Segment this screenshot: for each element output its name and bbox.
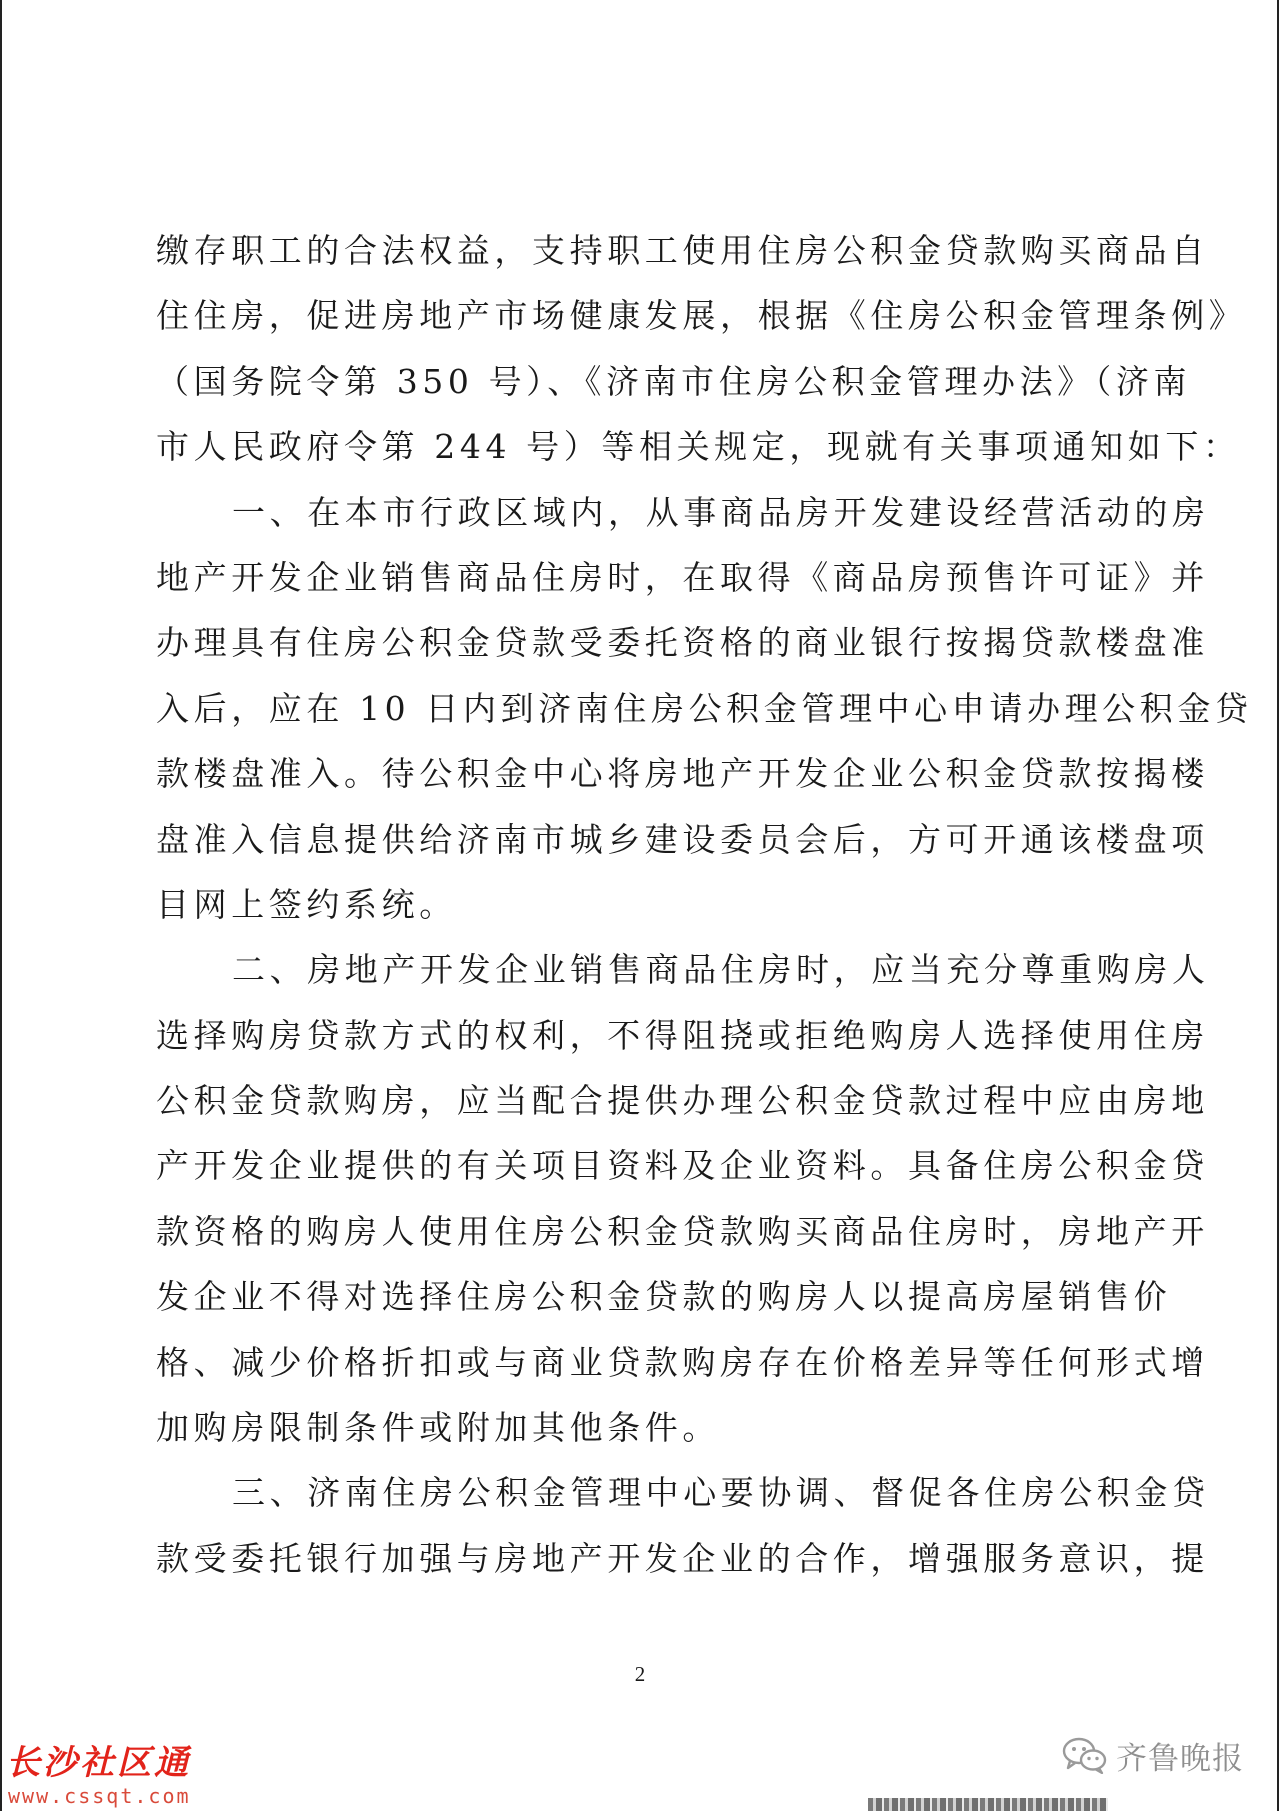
- paragraph-2-start: 二、房地产开发企业销售商品住房时，应当充分尊重购房人: [232, 950, 1210, 990]
- body-line: 缴存职工的合法权益，支持职工使用住房公积金贷款购买商品自: [156, 231, 1209, 270]
- body-line: （国务院令第 350 号）、《济南市住房公积金管理办法》（济南: [156, 361, 1192, 401]
- body-line: 入后，应在 10 日内到济南住房公积金管理中心申请办理公积金贷: [156, 688, 1253, 728]
- body-line: 款资格的购房人使用住房公积金贷款购买商品住房时，房地产开: [156, 1211, 1209, 1251]
- body-line: 选择购房贷款方式的权利，不得阻挠或拒绝购房人选择使用住房: [156, 1015, 1209, 1055]
- site-url-watermark: www.cssqt.com: [8, 1784, 191, 1808]
- scan-artifact-band: [868, 1798, 1108, 1811]
- body-line: 格、减少价格折扣或与商业贷款购房存在价格差异等任何形式增: [156, 1342, 1209, 1382]
- body-line: 目网上签约系统。: [156, 884, 457, 924]
- page-number: 2: [634, 1662, 646, 1686]
- paragraph-3-start: 三、济南住房公积金管理中心要协调、督促各住房公积金贷: [232, 1473, 1210, 1513]
- wechat-icon: [1062, 1736, 1108, 1774]
- document-body: [156, 218, 1253, 1591]
- body-line: 加购房限制条件或附加其他条件。: [156, 1408, 720, 1448]
- body-line: 款受委托银行加强与房地产开发企业的合作，增强服务意识，提: [156, 1538, 1209, 1578]
- body-line: 公积金贷款购房，应当配合提供办理公积金贷款过程中应由房地: [156, 1081, 1209, 1121]
- body-line: 地产开发企业销售商品住房时，在取得《商品房预售许可证》并: [156, 557, 1209, 597]
- page-edge-right: [1277, 0, 1279, 1811]
- body-line: 产开发企业提供的有关项目资料及企业资料。具备住房公积金贷: [156, 1146, 1209, 1186]
- source-name: 齐鲁晚报: [1116, 1740, 1244, 1777]
- site-watermark: 长沙社区通: [6, 1743, 191, 1783]
- body-line: 住住房，促进房地产市场健康发展，根据《住房公积金管理条例》: [156, 296, 1247, 336]
- page-edge-left: [0, 0, 2, 1811]
- body-line: 发企业不得对选择住房公积金贷款的购房人以提高房屋销售价: [156, 1277, 1172, 1317]
- body-line: 办理具有住房公积金贷款受委托资格的商业银行按揭贷款楼盘准: [156, 623, 1209, 663]
- body-line: 市人民政府令第 244 号）等相关规定，现就有关事项通知如下：: [156, 427, 1241, 467]
- source-watermark: [1062, 1733, 1244, 1777]
- paragraph-1-start: 一、在本市行政区域内，从事商品房开发建设经营活动的房: [232, 492, 1210, 532]
- body-line: 款楼盘准入。待公积金中心将房地产开发企业公积金贷款按揭楼: [156, 754, 1209, 794]
- body-line: 盘准入信息提供给济南市城乡建设委员会后，方可开通该楼盘项: [156, 819, 1209, 859]
